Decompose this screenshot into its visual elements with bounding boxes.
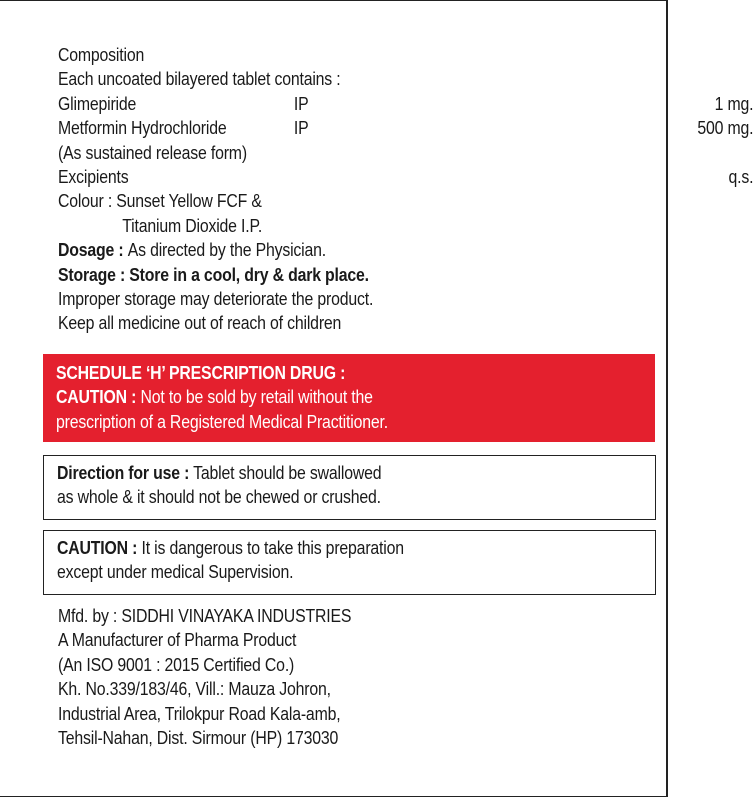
excipients-row — [58, 165, 753, 189]
composition-heading: Composition — [58, 45, 145, 65]
schedule-caution-line — [56, 385, 388, 409]
caution-label: CAUTION : — [57, 538, 138, 558]
colour-line-continued: Titanium Dioxide I.P. — [122, 215, 263, 236]
composition-section — [58, 43, 753, 336]
schedule-caution-label: CAUTION : — [56, 387, 137, 408]
manufacturer-name: Mfd. by : SIDDHI VINAYAKA INDUSTRIES — [58, 606, 352, 626]
excipients-amount: q.s. — [728, 167, 753, 187]
ingredient-name: Metformin Hydrochloride — [58, 118, 227, 139]
dosage-label: Dosage — [58, 240, 115, 261]
ingredient-amount: 1 mg. — [714, 93, 753, 114]
manufacturer-section — [58, 604, 351, 750]
ingredient-name: Glimepiride — [58, 93, 137, 114]
schedule-h-banner — [43, 354, 655, 442]
schedule-caution-text-continued: prescription of a Registered Medical Practitioner. — [56, 411, 388, 432]
keep-away-warning: Keep all medicine out of reach of children — [58, 313, 342, 334]
manufacturer-description: A Manufacturer of Pharma Product — [58, 630, 297, 651]
composition-intro: Each uncoated bilayered tablet contains : — [58, 69, 341, 90]
ingredient-row — [58, 92, 753, 116]
ingredient-standard: IP — [293, 93, 309, 114]
manufacturer-address-line: Industrial Area, Trilokpur Road Kala-amb, — [58, 703, 341, 724]
direction-label: Direction for use : — [57, 463, 190, 483]
schedule-caution-text: Not to be sold by retail without the — [136, 387, 373, 408]
ingredient-standard: IP — [293, 118, 309, 139]
manufacturer-address-line: Tehsil-Nahan, Dist. Sirmour (HP) 173030 — [58, 728, 339, 749]
dosage-line — [58, 238, 373, 262]
excipients-name: Excipients — [58, 167, 129, 187]
caution-box — [43, 530, 656, 595]
improper-storage-warning: Improper storage may deteriorate the product. — [58, 289, 374, 310]
release-note: (As sustained release form) — [58, 142, 247, 163]
schedule-title: SCHEDULE ‘H’ PRESCRIPTION DRUG : — [56, 363, 346, 383]
caution-line — [57, 536, 404, 560]
manufacturer-address-line: Kh. No.339/183/46, Vill.: Mauza Johron, — [58, 679, 331, 700]
caution-text-continued: except under medical Supervision. — [57, 562, 294, 583]
manufacturer-certification: (An ISO 9001 : 2015 Certified Co.) — [58, 654, 295, 675]
dosage-text: As directed by the Physician. — [127, 240, 327, 261]
storage-line: Storage : Store in a cool, dry & dark place. — [58, 264, 369, 285]
ingredient-amount: 500 mg. — [697, 118, 753, 139]
colour-line: Colour : Sunset Yellow FCF & — [58, 191, 262, 212]
direction-line — [57, 461, 381, 485]
direction-for-use-box — [43, 455, 656, 520]
ingredient-row — [58, 116, 753, 140]
dosage-separator: : — [114, 240, 128, 261]
direction-text: Tablet should be swallowed — [189, 463, 382, 483]
caution-text: It is dangerous to take this preparation — [137, 538, 404, 558]
direction-text-continued: as whole & it should not be chewed or crushed. — [57, 487, 381, 508]
